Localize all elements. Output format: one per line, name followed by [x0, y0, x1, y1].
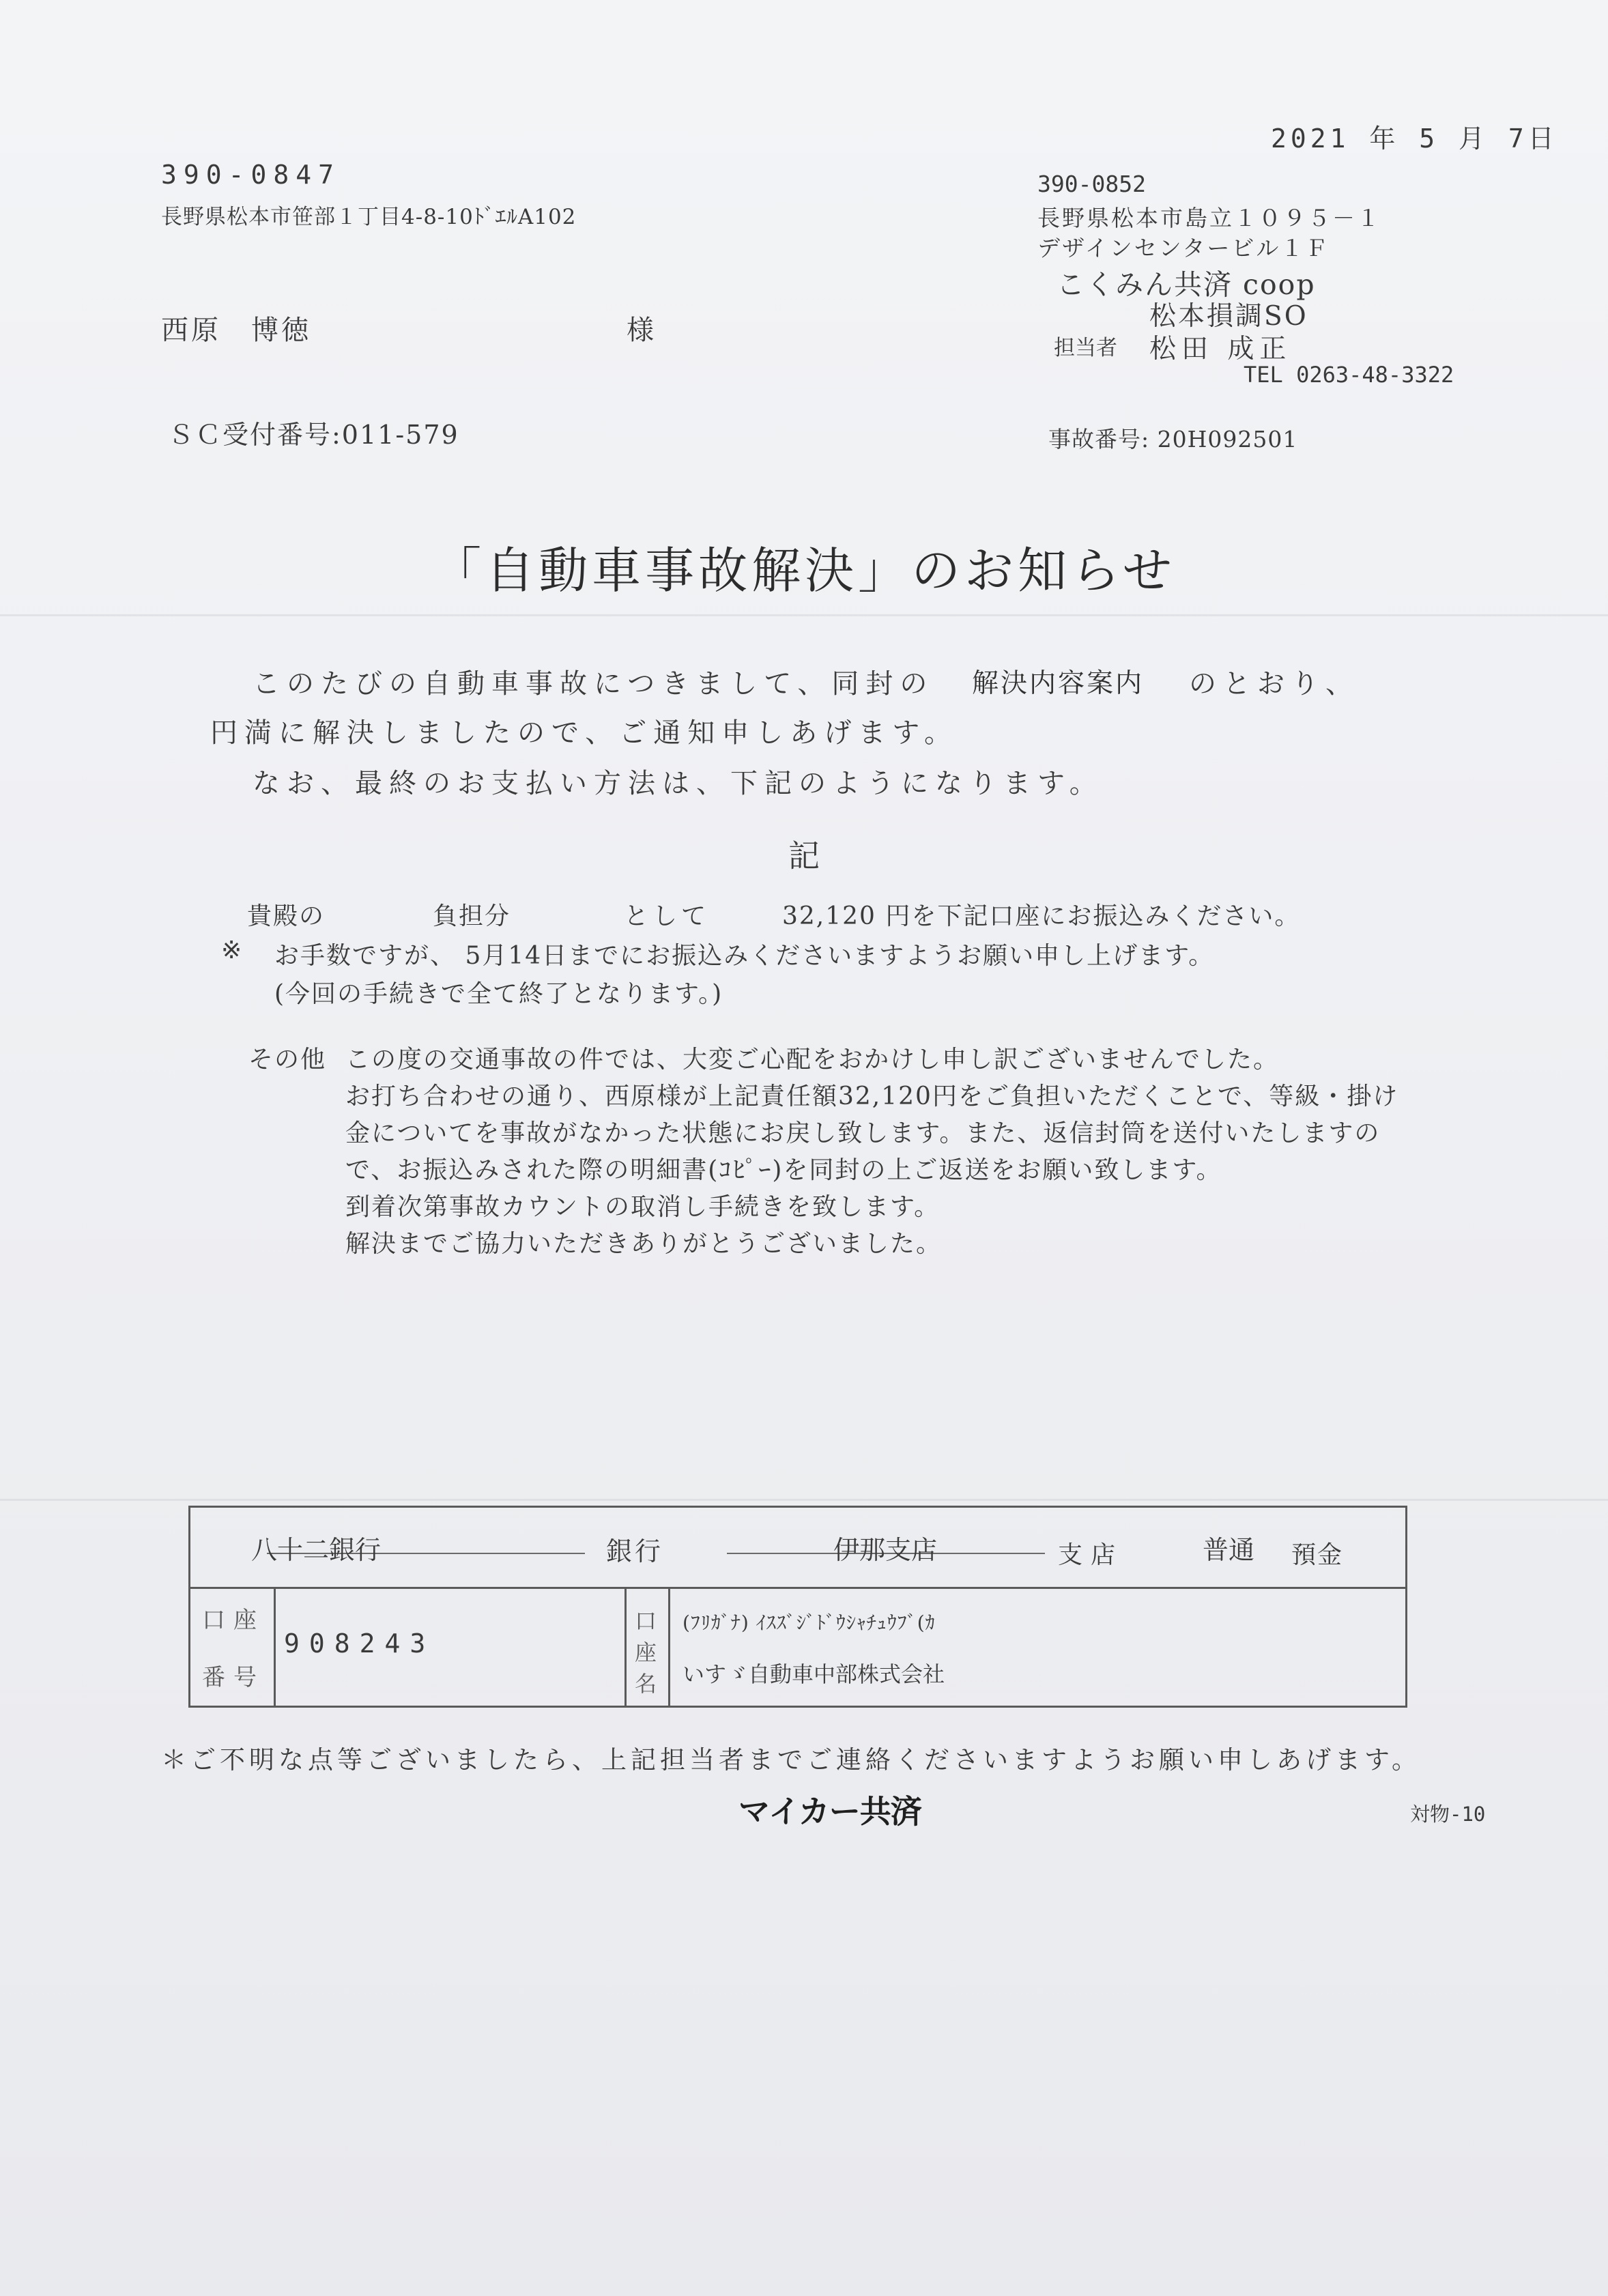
body-line: なお、最終のお支払い方法は、下記のようになります。 — [253, 768, 1104, 799]
sender-organization: こくみん共済 coop — [1057, 268, 1316, 301]
body-line: このたびの自動車事故につきまして、同封の — [253, 668, 934, 700]
sender-telephone: TEL 0263-48-3322 — [1244, 362, 1454, 388]
note-mark: ※ — [221, 936, 242, 964]
body-line: のとおり、 — [1189, 668, 1360, 700]
other-line: この度の交通事故の件では、大変ご心配をおかけし申し訳ございませんでした。 — [345, 1046, 1280, 1074]
note-line: (今回の手続きで全て終了となります。) — [274, 980, 723, 1008]
account-number-label: 口座 — [202, 1607, 265, 1634]
table-divider — [274, 1587, 276, 1706]
other-line: お打ち合わせの通り、西原様が上記責任額32,120円をご負担いただくことで、等級・掛け — [345, 1082, 1399, 1110]
sc-reception-number: ＳＣ受付番号:011-579 — [168, 420, 459, 450]
document-title: 「自動車事故解決」のお知らせ — [432, 542, 1176, 599]
payment-amount: 32,120 円を下記口座にお振込みください。 — [782, 902, 1301, 930]
bank-name: 八十二銀行 — [250, 1535, 381, 1565]
table-divider — [624, 1587, 627, 1706]
section-heading-ki: 記 — [788, 837, 820, 874]
other-line: 金についてを事故がなかった状態にお戻し致します。また、返信封筒を送付いたしますの — [345, 1119, 1381, 1147]
account-name-label: 名 — [635, 1671, 657, 1697]
accident-number: 事故番号: 20H092501 — [1048, 426, 1298, 453]
other-line: 到着次第事故カウントの取消し手続きを致します。 — [345, 1193, 941, 1221]
footer-note: ＊ご不明な点等ございましたら、上記担当者までご連絡くださいますようお願い申しあげます。 — [161, 1745, 1422, 1775]
body-line: 円満に解決しましたので、ご通知申しあげます。 — [210, 717, 958, 749]
account-name-label: 座 — [635, 1639, 657, 1665]
branch-suffix: 支店 — [1058, 1541, 1124, 1569]
account-type: 普通 — [1203, 1535, 1255, 1565]
sender-contact-name: 松田 成正 — [1149, 334, 1292, 364]
recipient-address: 長野県松本市笹部１丁目4-8-10ﾄﾞｴﾙA102 — [161, 205, 577, 229]
sender-contact-label: 担当者 — [1054, 336, 1117, 360]
account-name-label: 口 — [635, 1608, 657, 1634]
body-filled-field: 解決内容案内 — [972, 668, 1145, 699]
payment-as: として — [624, 902, 710, 930]
other-label: その他 — [248, 1046, 327, 1074]
table-divider — [668, 1587, 670, 1706]
sender-department: 松本損調SO — [1149, 301, 1308, 332]
sender-postal-code: 390-0852 — [1037, 171, 1146, 197]
payment-role: 負担分 — [433, 902, 511, 930]
account-number-label: 番号 — [202, 1664, 265, 1691]
letter-date: 2021 年 5 月 7日 — [1271, 124, 1558, 154]
account-number: 908243 — [284, 1628, 435, 1659]
other-line: で、お振込みされた際の明細書(ｺﾋﾟｰ)を同封の上ご返送をお願い致します。 — [345, 1156, 1222, 1184]
bank-suffix: 銀行 — [606, 1536, 664, 1566]
form-code: 対物-10 — [1410, 1803, 1486, 1826]
recipient-postal-code: 390-0847 — [161, 160, 341, 190]
note-line: お手数ですが、 5月14日までにお振込みくださいますようお願い申し上げます。 — [274, 942, 1215, 970]
other-line: 解決までご協力いただきありがとうございました。 — [345, 1230, 943, 1258]
brand-logo: マイカー共済 — [738, 1793, 921, 1830]
table-divider — [190, 1587, 1405, 1589]
recipient-honorific: 様 — [627, 315, 654, 346]
account-type-suffix: 預金 — [1291, 1541, 1344, 1569]
recipient-name: 西原 博徳 — [161, 315, 311, 346]
paper-fold-line — [0, 614, 1608, 616]
payment-lead: 貴殿の — [247, 902, 326, 930]
paper-fold-line — [0, 1499, 1608, 1501]
sender-address: 長野県松本市島立１０９５－１ — [1037, 205, 1381, 231]
account-holder-name: いすゞ自動車中部株式会社 — [683, 1661, 945, 1687]
sender-building: デザインセンタービル１Ｆ — [1037, 235, 1330, 261]
branch-name: 伊那支店 — [833, 1535, 937, 1565]
account-holder-kana: (ﾌﾘｶﾞﾅ) ｲｽｽﾞｼﾞﾄﾞｳｼｬﾁｭｳﾌﾞ(ｶ — [683, 1611, 936, 1634]
